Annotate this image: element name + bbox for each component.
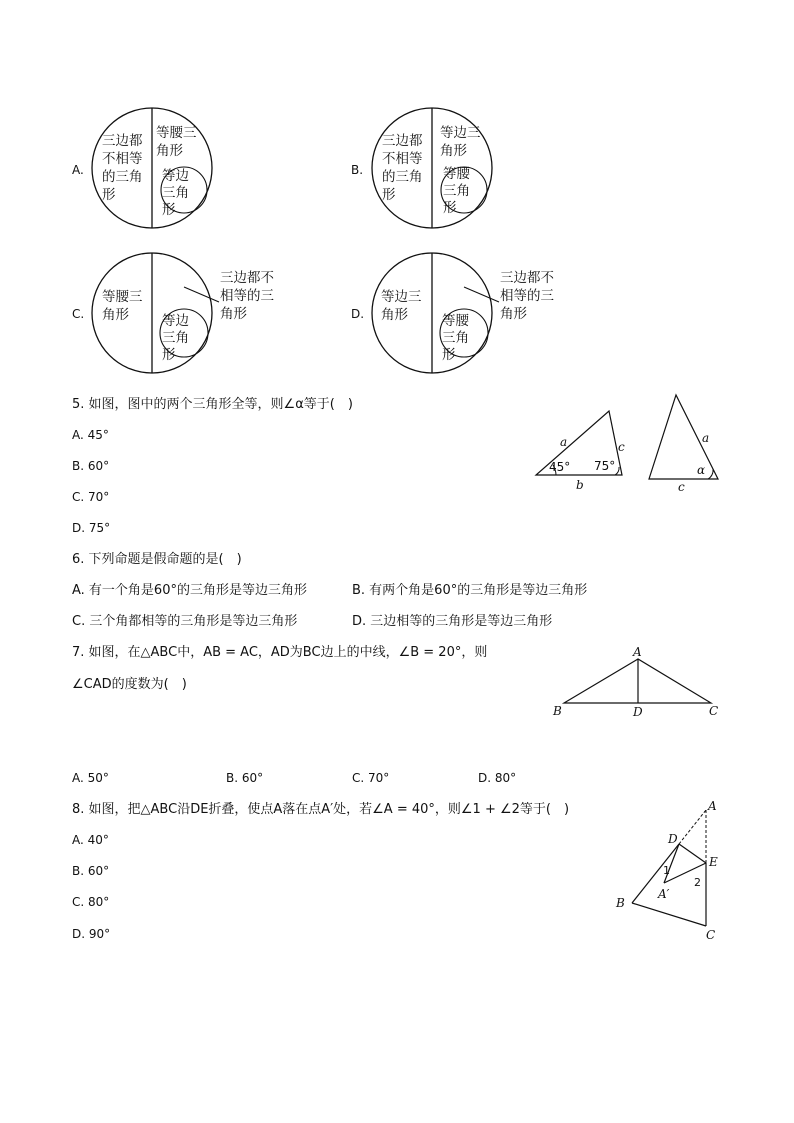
- q8-point-c: C: [706, 928, 716, 942]
- q8-point-a: A: [708, 799, 717, 813]
- q6-option-d[interactable]: D. 三边相等的三角形是等边三角形: [352, 614, 553, 629]
- q5-stem: 5. 如图，图中的两个三角形全等，则∠α等于( ): [72, 397, 353, 412]
- q4-a-inner-label: 等边三角形: [162, 168, 189, 218]
- q4-b-left-label: 三边都不相等的三角形: [382, 133, 423, 203]
- callout-line: [464, 287, 499, 302]
- q6-option-b[interactable]: B. 有两个角是60°的三角形是等边三角形: [352, 583, 588, 598]
- side-bc: [632, 903, 706, 926]
- q6-option-c[interactable]: C. 三个角都相等的三角形是等边三角形: [72, 614, 298, 629]
- q8-stem: 8. 如图，把△ABC沿DE折叠，使点A落在点A′处，若∠A = 40°，则∠1 + ∠2等于( ): [72, 802, 570, 817]
- q7-option-c[interactable]: C. 70°: [352, 771, 390, 785]
- q4-d-callout-label: 三边都不相等的三角形: [500, 270, 554, 322]
- q4-c-left-label: 等腰三角形: [102, 289, 143, 323]
- q7-option-d[interactable]: D. 80°: [478, 771, 517, 785]
- q7-point-a: A: [633, 645, 642, 659]
- q8-point-e: E: [709, 855, 718, 869]
- q8-option-d[interactable]: D. 90°: [72, 927, 111, 941]
- q4-option-c-letter: C.: [72, 307, 85, 321]
- q5-option-c[interactable]: C. 70°: [72, 490, 110, 504]
- q7-option-a[interactable]: A. 50°: [72, 771, 109, 785]
- q7-point-d: D: [633, 705, 643, 719]
- q7-stem-line2: ∠CAD的度数为( ): [72, 677, 187, 692]
- q7-stem-line1: 7. 如图，在△ABC中，AB = AC，AD为BC边上的中线，∠B = 20°，则: [72, 645, 488, 660]
- q4-d-inner-label: 等腰三角形: [442, 313, 469, 363]
- q6-option-a[interactable]: A. 有一个角是60°的三角形是等边三角形: [72, 583, 307, 598]
- q8-point-a-prime: A′: [658, 887, 670, 901]
- q8-figure: [608, 796, 738, 946]
- q8-point-d: D: [668, 832, 678, 846]
- q5-option-d[interactable]: D. 75°: [72, 521, 111, 535]
- q4-option-b-letter: B.: [351, 163, 364, 177]
- q4-option-d-letter: D.: [351, 307, 365, 321]
- tri2-side-c: c: [678, 480, 685, 492]
- angle-arc-alpha: [708, 469, 713, 479]
- q7-figure: [548, 644, 728, 720]
- q8-angle-1: 1: [663, 864, 670, 877]
- tri1-side-a: a: [560, 435, 568, 449]
- q4-a-right-top-label: 等腰三角形: [156, 125, 197, 159]
- q4-option-a-letter: A.: [72, 163, 84, 177]
- q8-option-a[interactable]: A. 40°: [72, 833, 109, 847]
- q8-point-b: B: [616, 896, 625, 910]
- q8-option-b[interactable]: B. 60°: [72, 864, 110, 878]
- q4-b-right-top-label: 等边三角形: [440, 125, 481, 159]
- tri1-side-b: b: [576, 478, 584, 492]
- tri2-angle-alpha: α: [697, 463, 706, 477]
- q8-option-c[interactable]: C. 80°: [72, 895, 110, 909]
- callout-line: [184, 287, 219, 302]
- q5-option-a[interactable]: A. 45°: [72, 428, 109, 442]
- tri1-side-c: c: [618, 440, 625, 454]
- q4-d-left-label: 等边三角形: [381, 289, 422, 323]
- dashed-da: [679, 810, 706, 844]
- q5-figure: [530, 392, 730, 492]
- q4-c-inner-label: 等边三角形: [162, 313, 189, 363]
- q4-a-left-label: 三边都不相等的三角形: [102, 133, 143, 203]
- tri2-side-a: a: [702, 431, 710, 445]
- q6-stem: 6. 下列命题是假命题的是( ): [72, 552, 242, 567]
- q8-angle-2: 2: [694, 876, 701, 889]
- tri1-angle-45: 45°: [549, 460, 571, 474]
- fold-line-de: [679, 844, 706, 863]
- q4-b-inner-label: 等腰三角形: [443, 166, 470, 216]
- q7-option-b[interactable]: B. 60°: [226, 771, 264, 785]
- tri1-angle-75: 75°: [594, 459, 616, 473]
- q4-c-callout-label: 三边都不相等的三角形: [220, 270, 274, 322]
- q7-point-c: C: [709, 704, 719, 718]
- side-bd: [632, 844, 679, 903]
- angle-arc-75: [615, 467, 619, 475]
- q5-option-b[interactable]: B. 60°: [72, 459, 110, 473]
- q7-point-b: B: [553, 704, 562, 718]
